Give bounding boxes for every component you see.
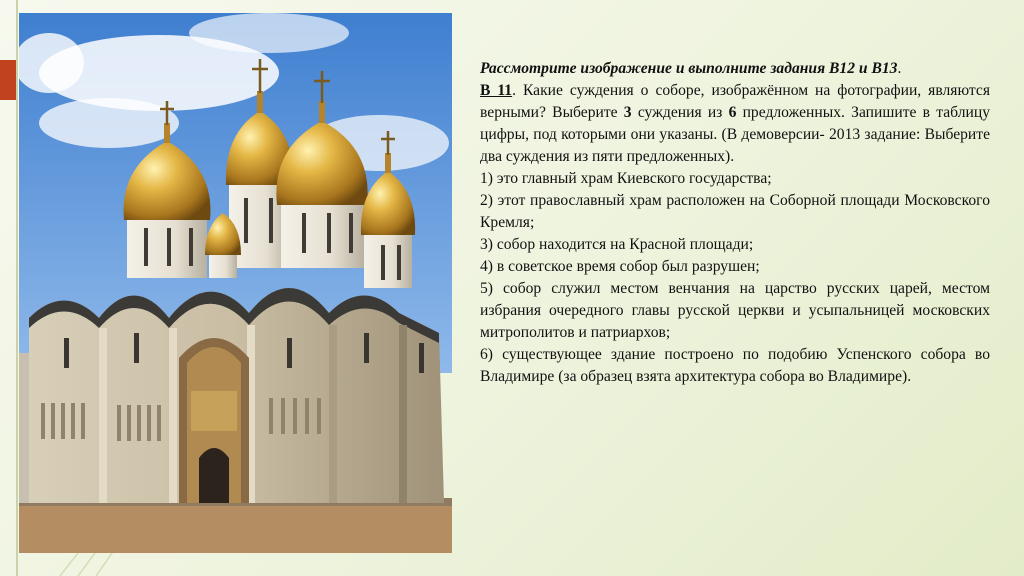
option-5: 5) собор служил местом венчания на царство русских царей, местом избрания очередного главы русской церкви и усыпальницей московских митрополитов и патриархов; — [480, 280, 990, 341]
task-code: В 11 — [480, 82, 513, 99]
option-2: 2) этот православный храм расположен на Соборной площади Московского Кремля; — [480, 192, 990, 231]
option-3: 3) собор находится на Красной площади; — [480, 236, 754, 253]
option-1: 1) это главный храм Киевского государства; — [480, 170, 772, 187]
task-code-suffix: . — [512, 82, 523, 99]
question-part3: предложенных. Запишите в таблицу цифры, под которыми они указаны. (В демоверсии- 2013 задание: Выберите два суждения из пяти предложенных). — [480, 104, 990, 165]
accent-bar — [0, 60, 16, 100]
question-num-b: 6 — [728, 104, 737, 121]
question-part1: Какие суждения о соборе, изображённом на фотографии, являются верными? Выберите — [480, 82, 990, 121]
cathedral-photo — [19, 13, 452, 553]
slide-text — [480, 58, 990, 388]
task-heading — [480, 58, 990, 80]
question-num-a: 3 — [623, 104, 632, 121]
task-heading-text: Рассмотрите изображение и выполните задания В12 и В13 — [480, 60, 898, 77]
option-6: 6) существующее здание построено по подобию Успенского собора во Владимире (за образец взята архитектура собора во Владимире). — [480, 346, 990, 385]
task-heading-suffix: . — [897, 60, 902, 77]
option-4: 4) в советское время собор был разрушен; — [480, 258, 760, 275]
task-question — [480, 80, 990, 168]
question-part2: суждения из — [631, 104, 729, 121]
left-border-line — [16, 0, 18, 576]
